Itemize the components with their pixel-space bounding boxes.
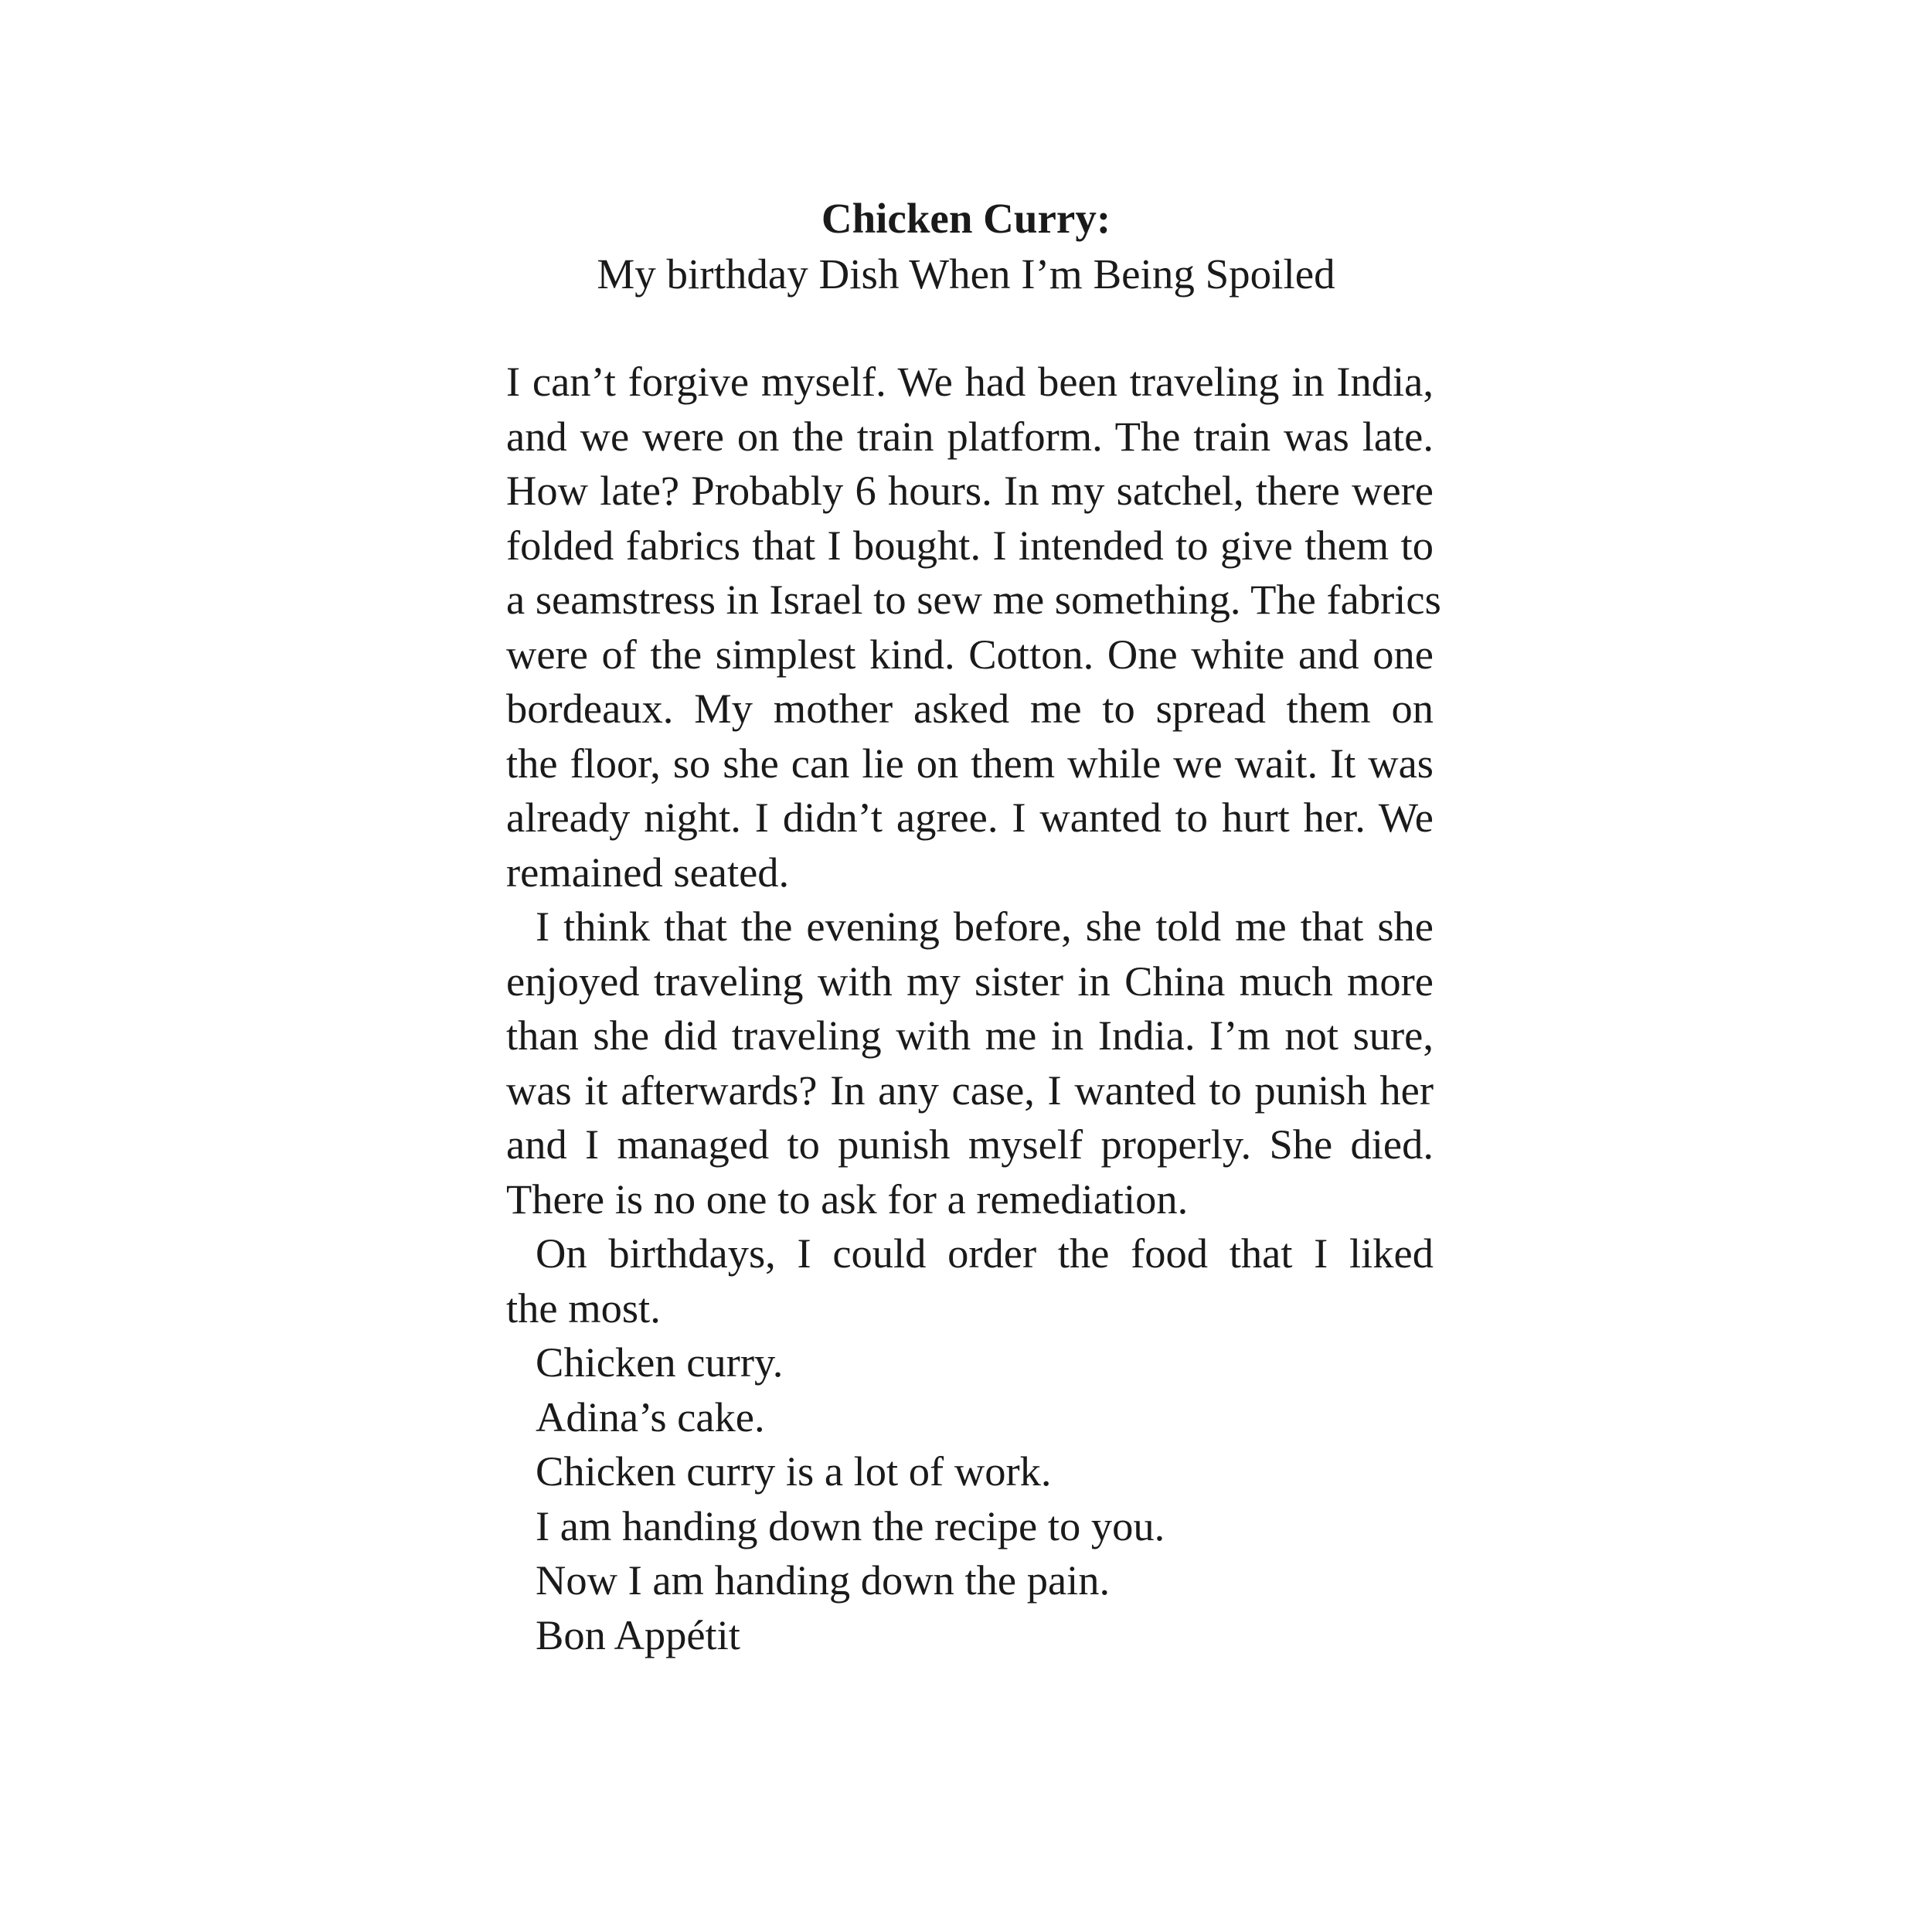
text-line: than she did traveling with me in India. I’m not sure, <box>506 1012 1434 1059</box>
text-line: I think that the evening before, she told me that she <box>536 903 1434 950</box>
text-line: enjoyed traveling with my sister in China much more <box>506 957 1434 1005</box>
page-title: Chicken Curry: <box>821 195 1111 242</box>
text-line: Chicken curry is a lot of work. <box>536 1447 1052 1495</box>
text-line: a seamstress in Israel to sew me something. The fabrics <box>506 576 1441 623</box>
text-line: were of the simplest kind. Cotton. One white and one <box>506 630 1434 678</box>
text-line: Chicken curry. <box>536 1338 784 1386</box>
text-line: There is no one to ask for a remediation. <box>506 1175 1189 1223</box>
text-line: remained seated. <box>506 848 790 896</box>
text-line: the floor, so she can lie on them while we wait. It was <box>506 739 1434 787</box>
text-line: and we were on the train platform. The train was late. <box>506 412 1434 460</box>
text-line: How late? Probably 6 hours. In my satchel, there were <box>506 467 1434 514</box>
text-line: I am handing down the recipe to you. <box>536 1502 1165 1549</box>
text-line: was it afterwards? In any case, I wanted to punish her <box>506 1066 1434 1114</box>
text-line: bordeaux. My mother asked me to spread them on <box>506 685 1434 732</box>
text-line: Adina’s cake. <box>536 1393 765 1440</box>
text-line: and I managed to punish myself properly. She died. <box>506 1121 1434 1168</box>
page-subtitle: My birthday Dish When I’m Being Spoiled <box>597 250 1335 298</box>
text-line: the most. <box>506 1284 661 1332</box>
text-line: Bon Appétit <box>536 1611 740 1658</box>
text-line: already night. I didn’t agree. I wanted to hurt her. We <box>506 794 1434 841</box>
text-line: folded fabrics that I bought. I intended to give them to <box>506 521 1434 569</box>
text-line: On birthdays, I could order the food that I liked <box>536 1230 1434 1277</box>
text-line: Now I am handing down the pain. <box>536 1556 1111 1604</box>
body-text <box>506 355 1441 1662</box>
text-line: I can’t forgive myself. We had been traveling in India, <box>506 358 1434 405</box>
